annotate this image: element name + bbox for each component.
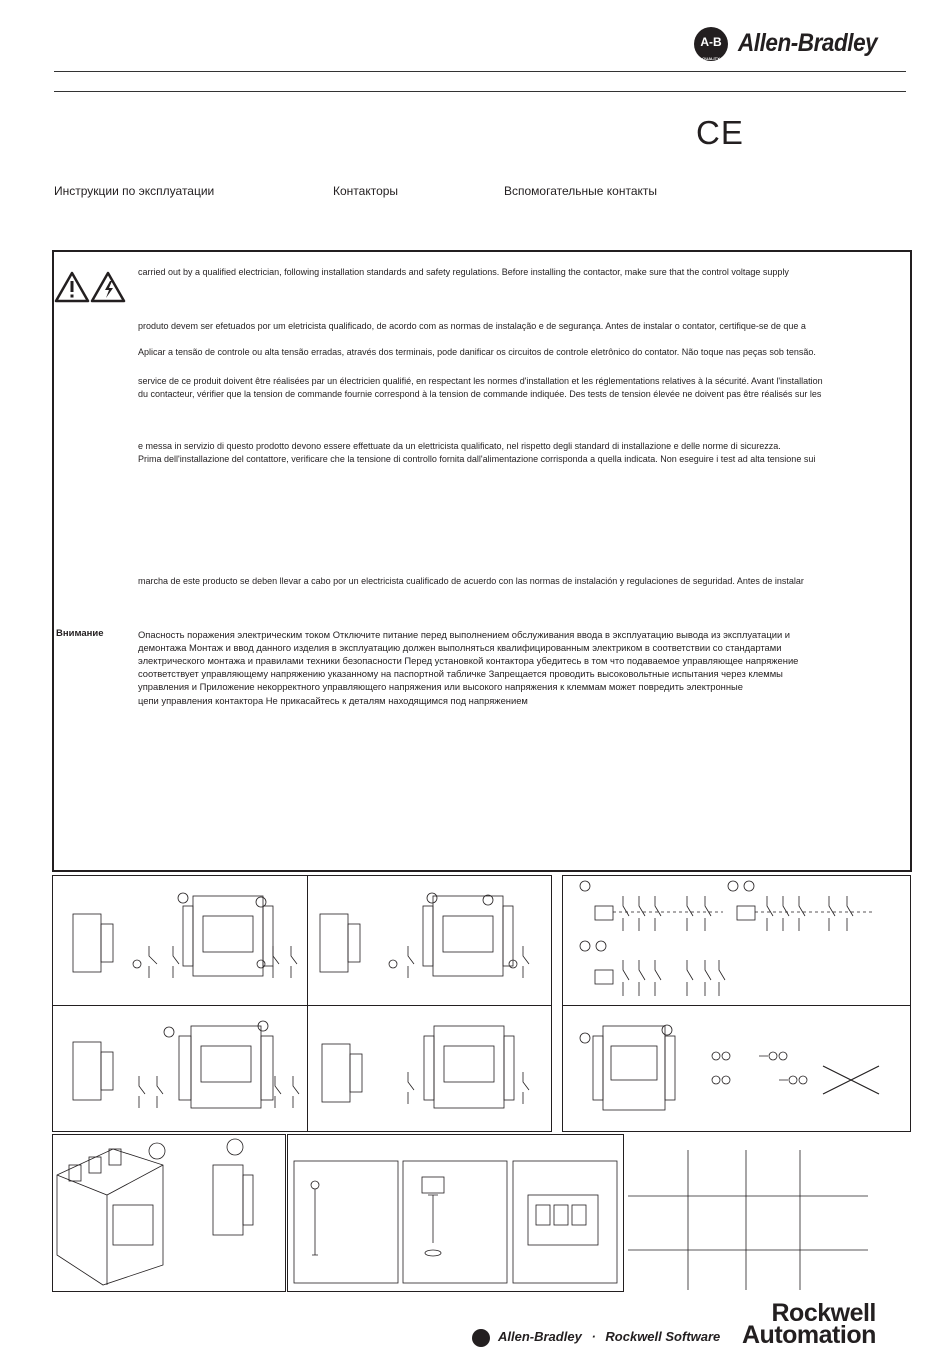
rockwell-wordmark-line-1: Rockwell: [771, 1299, 876, 1327]
warning-text-es: marcha de este producto se deben llevar a cabo por un electricista cualificado de acuerdo con las normas de instalación y regulaciones de seguridad. Antes de instalar: [138, 576, 804, 586]
ce-mark: CE: [696, 114, 744, 151]
footer-rockwell-software: Rockwell Software: [605, 1329, 721, 1344]
warning-box: [52, 250, 912, 872]
figure-side-aux-front: [307, 1005, 552, 1132]
header-rule-top: [54, 71, 906, 72]
footer-separator: ·: [591, 1329, 596, 1344]
brand-name: Allen-Bradley: [738, 29, 878, 57]
figure-side-aux-2-contacts: [52, 875, 308, 1007]
figure-side-aux-both-sides: [52, 1005, 308, 1132]
header-rule-bottom: [54, 91, 906, 92]
subtitle-instructions: Инструкции по эксплуатации: [54, 184, 215, 198]
warning-text-ru-2: демонтажа Монтаж и ввод данного изделия в эксплуатацию должен выполняться квалифицированным электриком в соответствии со стандартами: [138, 642, 782, 653]
figure-contactor-isometric: [52, 1134, 286, 1292]
warning-text-en: carried out by a qualified electrician, following installation standards and safety regulations. Before installing the contactor, make sure that the control voltage supply: [138, 267, 789, 277]
figure-side-aux-1-contact: [307, 875, 552, 1007]
rockwell-automation-logo: [742, 1299, 876, 1349]
rockwell-wordmark-line-2: Automation: [742, 1321, 876, 1349]
warning-triangle-icon: [54, 270, 130, 306]
ab-seal-icon: A-B QUALITY: [694, 27, 728, 61]
warning-text-it-1: e messa in servizio di questo prodotto devono essere effettuate da un elettricista qualificato, nel rispetto degli standard di installazione e delle norme di sicurezza.: [138, 441, 781, 451]
figure-wiring-schematic: [562, 875, 911, 1007]
warning-text-fr-2: du contacteur, vérifier que la tension de commande fournie correspond à la tension de commande indiquée. Des tests de tension élevée ne doivent pas être réalisés sur les: [138, 389, 822, 399]
warning-text-ru-1: Опасность поражения электрическим током Отключите питание перед выполнением обслуживания ввода в эксплуатацию вывода из эксплуатации и: [138, 629, 791, 640]
subtitle-contactors: Контакторы: [333, 184, 399, 198]
warning-text-ru-3: электрического монтажа и правилами техники безопасности Перед установкой контактора убедитесь в том что подаваемое управляющее напряжение: [138, 655, 799, 666]
warning-text-ru-5: управления и Приложение некорректного управляющего напряжения или высокого напряжения к клеммам может повредить электронные: [138, 681, 743, 692]
subtitle-aux-contacts: Вспомогательные контакты: [504, 184, 657, 198]
allen-bradley-logo: [694, 26, 909, 66]
warning-text-it-2: Prima dell'installazione del contattore, verificare che la tensione di controllo fornita dall'alimentazione corrisponda a quella indicata. Non eseguire i test ad alta tensione sui: [138, 454, 816, 464]
footer-allen-bradley: Allen-Bradley: [498, 1329, 582, 1344]
figure-combination-rules: [562, 1005, 911, 1132]
warning-text-pt-1: produto devem ser efetuados por um eletricista qualificado, de acordo com as normas de instalação e de segurança. Antes de instalar o contator, certifique-se de que a: [138, 321, 806, 331]
figure-ratings-grid: [628, 1150, 868, 1290]
warning-text-pt-2: Aplicar a tensão de controle ou alta tensão erradas, através dos terminais, pode danificar os circuitos de controle eletrônico do contator. Não toque nas peças sob tensão.: [138, 347, 816, 357]
warning-text-ru-6: цепи управления контактора Не прикасайтесь к деталям находящимся под напряжением: [138, 695, 528, 706]
figure-mounting-hardware: [287, 1134, 624, 1292]
footer-brands: [472, 1329, 720, 1344]
ab-small-seal-icon: [472, 1329, 490, 1347]
warning-text-ru-4: соответствует управляющему напряжению указанному на паспортной табличке Запрещается проводить высоковольтные испытания через клеммы: [138, 668, 783, 679]
warning-label-ru: Внимание: [56, 628, 104, 639]
warning-text-fr-1: service de ce produit doivent être réalisées par un électricien qualifié, en respectant les normes d'installation et les réglementations relatives à la sécurité. Avant l'installation: [138, 376, 823, 386]
